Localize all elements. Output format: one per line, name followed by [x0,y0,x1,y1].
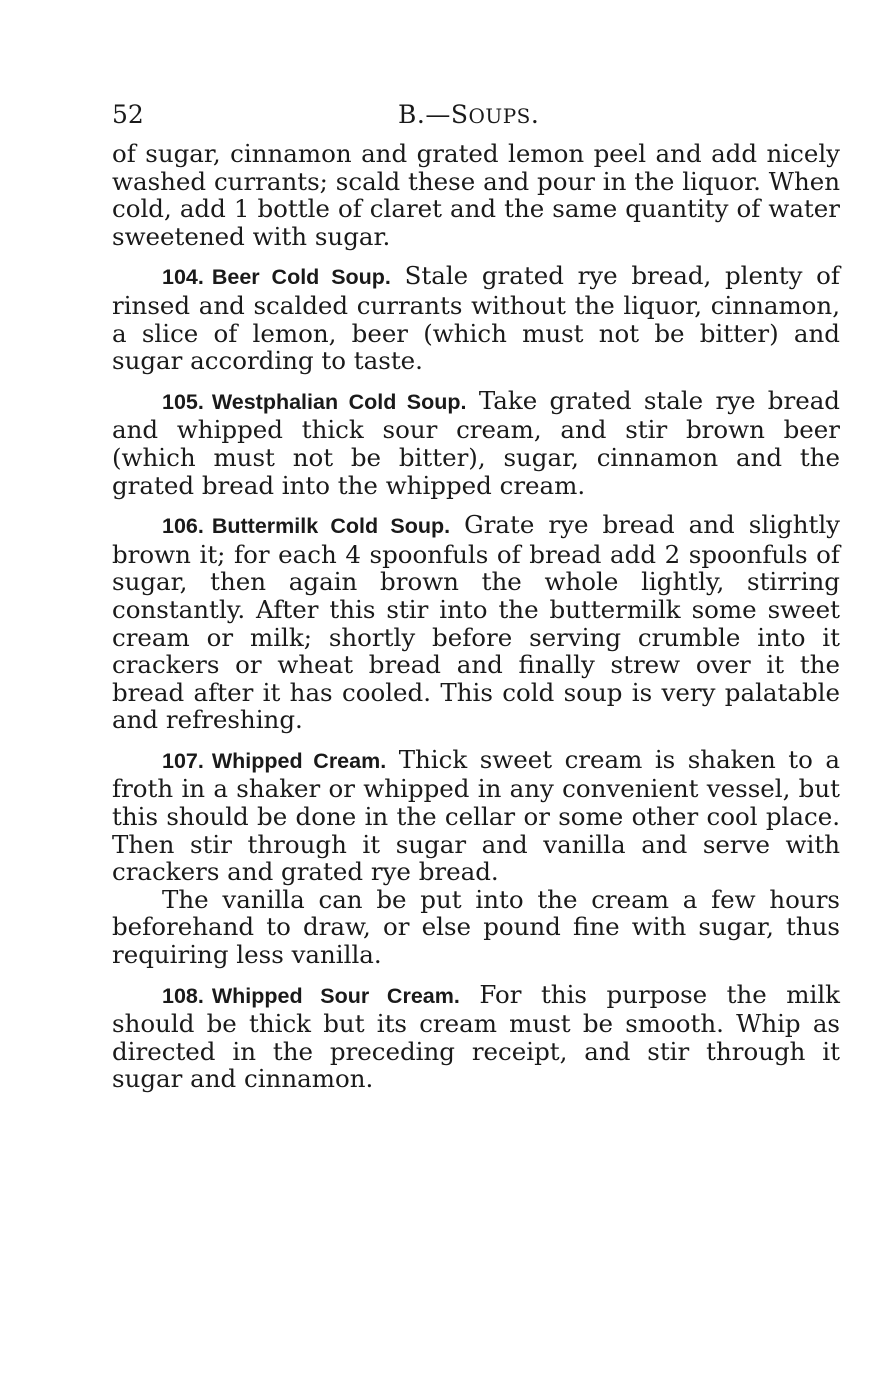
running-head [398,100,539,129]
running-head-suffix: . [530,100,540,129]
recipe-heading [162,984,460,1008]
recipe-text: Grate rye bread and slightly brown it; for each 4 spoonfuls of bread add 2 spoonfuls of sugar, then again brown the whole lightly, stirring constantly. After this stir into the buttermilk some sweet cream or milk; shortly before serving crumble into it crackers or wheat bread and finally strew over it the bread after it has cooled. This cold soup is very palatable and refreshing. [112,510,840,735]
recipe-title: Westphalian Cold Soup. [211,389,467,414]
running-head-prefix: B.—S [398,100,469,129]
recipe-number: 106. [162,514,204,539]
recipe-107 [112,746,840,886]
recipe-heading [162,265,391,289]
recipe-106 [112,511,840,734]
page-header [112,100,840,140]
running-head-small-caps: OUPS [468,104,531,128]
book-page [112,100,840,1105]
recipe-number: 105. [162,389,204,414]
recipe-title: Beer Cold Soup. [211,265,391,290]
recipe-heading [162,749,386,773]
recipe-number: 107. [162,748,204,773]
recipe-108 [112,981,840,1093]
recipe-title: Buttermilk Cold Soup. [211,514,451,539]
recipe-text: Take grated stale rye bread and whipped thick sour cream, and stir brown beer (which must not be bitter), sugar, cinnamon and the grated bread into the whipped cream. [112,385,840,500]
recipe-text: Thick sweet cream is shaken to a froth in a shaker or whipped in any convenient vessel, but this should be done in the cellar or some other cool place. Then stir through it sugar and vanilla and serve with crackers and grated rye bread. [112,744,840,887]
recipe-text: For this purpose the milk should be thick but its cream must be smooth. Whip as directed in the preceding receipt, and stir through it sugar and cinnamon. [112,979,841,1094]
recipe-number: 108. [162,983,204,1008]
recipe-heading [162,390,467,414]
page-number: 52 [112,100,144,129]
recipe-number: 104. [162,265,204,290]
recipe-107-note: The vanilla can be put into the cream a few hours beforehand to draw, or else pound fine with sugar, thus requiring less vanilla. [112,884,840,970]
recipe-title: Whipped Cream. [211,748,387,773]
continuation-paragraph: of sugar, cinnamon and grated lemon peel and add nicely washed currants; scald these and pour in the liquor. When cold, add 1 bottle of claret and the same quantity of water sweetened with sugar. [112,139,840,251]
recipe-104 [112,262,840,374]
recipe-text: Stale grated rye bread, plenty of rinsed and scalded currants without the liquor, cinnamon, a slice of lemon, beer (which must not be bitter) and sugar according to taste. [112,261,840,376]
recipe-105 [112,387,840,499]
recipe-heading [162,514,450,538]
recipe-title: Whipped Sour Cream. [211,983,460,1008]
